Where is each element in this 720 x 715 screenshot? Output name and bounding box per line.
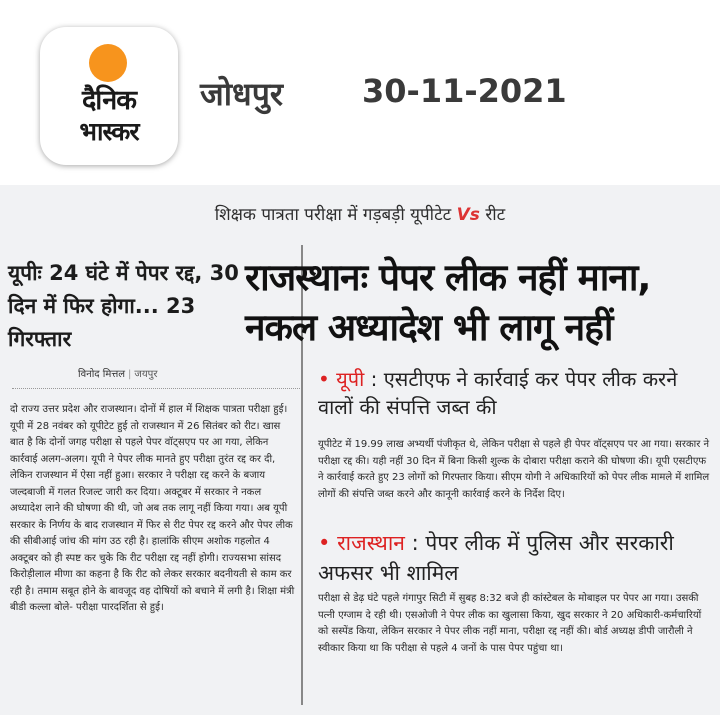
raj-bullet-icon: •	[318, 531, 331, 555]
byline	[78, 366, 157, 380]
logo-word-dainik: दैनिक	[81, 85, 137, 116]
post-header	[0, 0, 720, 175]
kicker-text-before: शिक्षक पात्रता परीक्षा में गड़बड़ी यूपीटेट	[214, 205, 452, 225]
edition-date: 30-11-2021	[362, 72, 567, 110]
main-headline-line1: राजस्थानः पेपर लीक नहीं माना,	[245, 256, 651, 299]
kicker-text-after: रीट	[485, 205, 506, 225]
raj-headline-text: पेपर लीक में पुलिस और सरकारी अफसर भी शामिल	[318, 531, 674, 585]
up-state-label: यूपी	[336, 367, 365, 391]
up-headline-text: एसटीएफ ने कार्रवाई कर पेपर लीक करने वालों की संपत्ति जब्त की	[318, 367, 678, 419]
byline-place: जयपुर	[134, 369, 158, 380]
article-kicker	[0, 202, 720, 225]
newspaper-clipping	[0, 185, 720, 715]
sun-logo-icon	[88, 43, 128, 83]
byline-separator: |	[128, 369, 132, 380]
up-bullet-icon: •	[318, 367, 330, 391]
up-section-body: यूपीटेट में 19.99 लाख अभ्यर्थी पंजीकृत थे, लेकिन परीक्षा से पहले ही पेपर वॉट्सएप पर आ गया। सरकार ने परीक्षा रद्द की। यही नहीं 30 दिन में बिना किसी शुल्क के दोबारा परीक्षा कराने की घोषणा की। यूपी एसटीएफ ने कार्रवाई करते हुए 23 लोगों को गिरफ्तार किया। सीएम योगी ने अधिकारियों को पेपर लीक मामले में शामिल लोगों की संपत्ति जब्त करने और कानूनी कार्रवाई करने के निर्देश दिए।	[318, 439, 710, 500]
up-section-headline	[318, 365, 713, 421]
raj-state-label: राजस्थान	[337, 531, 405, 555]
raj-colon: :	[404, 531, 426, 555]
up-colon: :	[364, 367, 384, 391]
up-headline: यूपीः 24 घंटे में पेपर रद्द, 30 दिन में फिर होगा... 23 गिरफ्तार	[8, 261, 239, 351]
kicker-vs: Vs	[456, 205, 480, 225]
main-headline	[245, 253, 715, 353]
logo-word-bhaskar: भास्कर	[79, 117, 139, 146]
dainik-bhaskar-logo	[40, 27, 178, 165]
byline-author: विनोद मित्तल	[78, 369, 126, 380]
rajasthan-section-body: परीक्षा से डेढ़ घंटे पहले गंगापुर सिटी में सुबह 8:32 बजे ही कांस्टेबल के मोबाइल पर पेपर आ गया। उसकी पत्नी एग्जाम दे रही थी। एसओजी ने पेपर लीक का खुलासा किया, खुद सरकार ने 20 अधिकारी-कर्मचारियों को सस्पेंड किया, लेकिन सरकार ने पेपर लीक नहीं माना, परीक्षा रद्द नहीं की। बोर्ड अध्यक्ष डीपी जारौली ने स्वीकार किया था कि परीक्षा से पहले 4 जनों के पास पेपर पहुंचा था।	[318, 593, 702, 654]
main-headline-line2: नकल अध्यादेश भी लागू नहीं	[245, 306, 613, 349]
edition-city: जोधपुर	[200, 75, 283, 113]
byline-divider	[12, 388, 302, 389]
left-column-body: दो राज्य उत्तर प्रदेश और राजस्थान। दोनों में हाल में शिक्षक पात्रता परीक्षा हुई। यूपी में 28 नवंबर को यूपीटेट हुई तो राजस्थान में 26 सितंबर को रीट। खास बात है कि दोनों जगह परीक्षा से पहले पेपर वॉट्सएप पर आ गया, लेकिन कार्रवाई अलग-अलग। यूपी ने पेपर लीक मानते हुए परीक्षा तुरंत रद्द कर दी, लेकिन राजस्थान में ऐसा नहीं हुआ। सरकार ने परीक्षा रद्द करने के बजाय जल्दबाजी में गलत रिजल्ट जारी कर दिया। अक्टूबर में सरकार ने नकल अध्यादेश लाने की घोषणा की थी, जो अब तक लागू नहीं किया गया। अब यूपी सरकार के निर्णय के बाद राजस्थान में फिर से रीट पेपर रद्द करने और पेपर लीक की सीबीआई जांच की मांग उठ रही है। हालांकि सीएम अशोक गहलोत 4 अक्टूबर को ही स्पष्ट कर चुके कि रीट परीक्षा रद्द नहीं होगी। राज्यसभा सांसद किरोड़ीलाल मीणा का कहना है कि रीट को लेकर सरकार बदनीयती से काम कर रही है। तमाम सबूत होने के बावजूद वह दोषियों को बचाने में लगी है। शिक्षा मंत्री बीडी कल्ला बोले- परीक्षा पारदर्शिता से हुई।	[10, 404, 295, 613]
rajasthan-section-headline	[318, 528, 713, 588]
